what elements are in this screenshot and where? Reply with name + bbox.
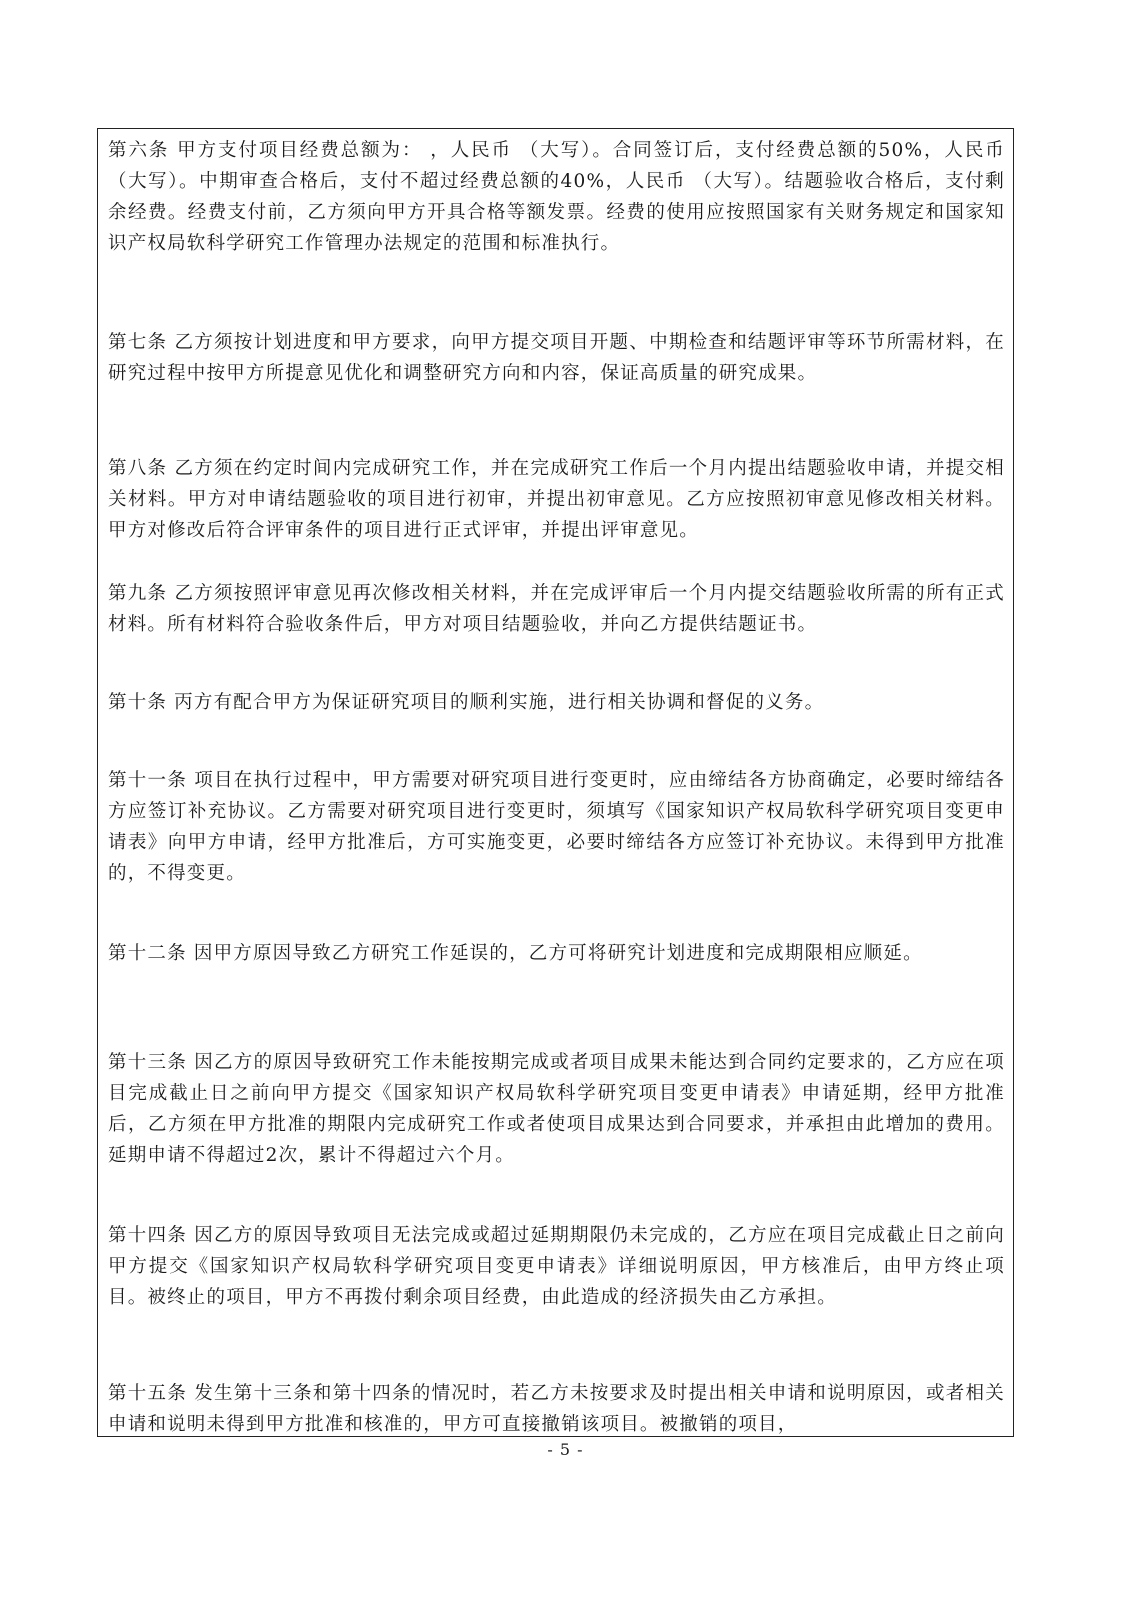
clause-10: 第十条 丙方有配合甲方为保证研究项目的顺利实施，进行相关协调和督促的义务。 <box>108 692 825 713</box>
contract-table-cell <box>97 128 1014 1437</box>
clause-6: 第六条 甲方支付项目经费总额为： ，人民币 （大写）。合同签订后，支付经费总额的50%，人民币 （大写）。中期审查合格后，支付不超过经费总额的40%，人民币 （大写）。结题验收合格后，支付剩余经费。经费支付前，乙方须向甲方开具合格等额发票。经费的使用应按照国家有关财务规定和国家知识产权局软科学研究工作管理办法规定的范围和标准执行。 <box>108 140 1005 254</box>
clause-14: 第十四条 因乙方的原因导致项目无法完成或超过延期期限仍未完成的，乙方应在项目完成截止日之前向甲方提交《国家知识产权局软科学研究项目变更申请表》详细说明原因，甲方核准后，由甲方终止项目。被终止的项目，甲方不再拨付剩余项目经费，由此造成的经济损失由乙方承担。 <box>108 1225 1005 1308</box>
clause-7: 第七条 乙方须按计划进度和甲方要求，向甲方提交项目开题、中期检查和结题评审等环节所需材料，在研究过程中按甲方所提意见优化和调整研究方向和内容，保证高质量的研究成果。 <box>108 332 1005 384</box>
clause-11: 第十一条 项目在执行过程中，甲方需要对研究项目进行变更时，应由缔结各方协商确定，必要时缔结各方应签订补充协议。乙方需要对研究项目进行变更时，须填写《国家知识产权局软科学研究项目变更申请表》向甲方申请，经甲方批准后，方可实施变更，必要时缔结各方应签订补充协议。未得到甲方批准的，不得变更。 <box>108 770 1005 884</box>
clause-8: 第八条 乙方须在约定时间内完成研究工作，并在完成研究工作后一个月内提出结题验收申请，并提交相关材料。甲方对申请结题验收的项目进行初审，并提出初审意见。乙方应按照初审意见修改相关材料。甲方对修改后符合评审条件的项目进行正式评审，并提出评审意见。 <box>108 458 1005 541</box>
page-number: - 5 - <box>547 1440 584 1459</box>
clause-15: 第十五条 发生第十三条和第十四条的情况时，若乙方未按要求及时提出相关申请和说明原因，或者相关申请和说明未得到甲方批准和核准的，甲方可直接撤销该项目。被撤销的项目， <box>108 1383 1005 1435</box>
clause-9: 第九条 乙方须按照评审意见再次修改相关材料，并在完成评审后一个月内提交结题验收所需的所有正式材料。所有材料符合验收条件后，甲方对项目结题验收，并向乙方提供结题证书。 <box>108 583 1005 635</box>
clause-13: 第十三条 因乙方的原因导致研究工作未能按期完成或者项目成果未能达到合同约定要求的，乙方应在项目完成截止日之前向甲方提交《国家知识产权局软科学研究项目变更申请表》申请延期，经甲方批准后，乙方须在甲方批准的期限内完成研究工作或者使项目成果达到合同要求，并承担由此增加的费用。延期申请不得超过2次，累计不得超过六个月。 <box>108 1052 1005 1166</box>
clause-12: 第十二条 因甲方原因导致乙方研究工作延误的，乙方可将研究计划进度和完成期限相应顺延。 <box>108 943 923 964</box>
